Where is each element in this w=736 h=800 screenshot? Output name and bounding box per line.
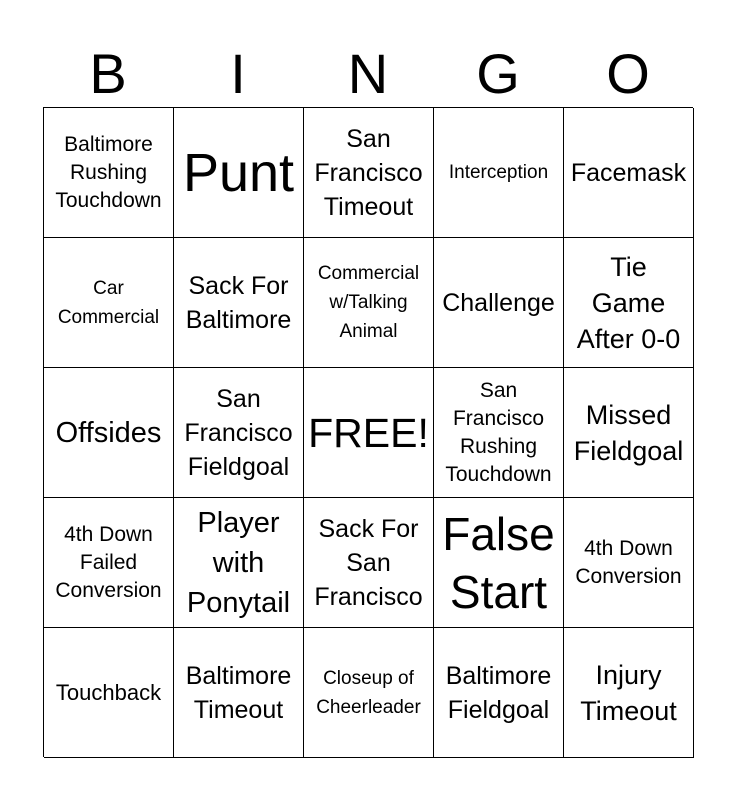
cell-label: Player with Ponytail xyxy=(186,506,291,619)
cell-label: San Francisco Fieldgoal xyxy=(184,384,293,481)
cell-label: Facemask xyxy=(570,158,687,187)
cell-label: Offsides xyxy=(55,416,162,449)
bingo-cell-r3c3[interactable] xyxy=(304,368,434,498)
bingo-header xyxy=(43,40,693,108)
bingo-card-grid xyxy=(43,107,693,757)
header-letter-i: I xyxy=(230,42,246,105)
cell-label: Commercial w/Talking Animal xyxy=(317,263,420,342)
bingo-cell-r5c4[interactable] xyxy=(434,628,564,758)
bingo-cell-r2c2[interactable] xyxy=(174,238,304,368)
cell-label: Tie Game After 0-0 xyxy=(576,251,681,354)
free-space-label: FREE! xyxy=(308,409,429,456)
cell-label: Missed Fieldgoal xyxy=(573,399,684,466)
cell-label: Sack For Baltimore xyxy=(185,271,292,334)
bingo-cell-r1c4[interactable] xyxy=(434,108,564,238)
bingo-cell-r4c3[interactable] xyxy=(304,498,434,628)
header-letter-g: G xyxy=(476,42,520,105)
bingo-cell-r1c1[interactable] xyxy=(44,108,174,238)
cell-label: Baltimore Rushing Touchdown xyxy=(55,132,162,212)
bingo-cell-r2c3[interactable] xyxy=(304,238,434,368)
bingo-cell-r2c5[interactable] xyxy=(564,238,694,368)
bingo-cell-r1c5[interactable] xyxy=(564,108,694,238)
cell-label: San Francisco Timeout xyxy=(314,124,423,221)
bingo-cell-r5c5[interactable] xyxy=(564,628,694,758)
bingo-cell-r5c3[interactable] xyxy=(304,628,434,758)
bingo-cell-r3c4[interactable] xyxy=(434,368,564,498)
cell-label: Baltimore Timeout xyxy=(185,661,292,724)
cell-label: Closeup of Cheerleader xyxy=(316,667,421,718)
cell-label: Touchback xyxy=(55,679,162,705)
cell-label: Baltimore Fieldgoal xyxy=(445,661,552,724)
bingo-cell-r3c2[interactable] xyxy=(174,368,304,498)
cell-label: 4th Down Conversion xyxy=(575,536,682,588)
cell-label: Punt xyxy=(182,142,295,203)
bingo-cell-r3c5[interactable] xyxy=(564,368,694,498)
bingo-cell-r2c4[interactable] xyxy=(434,238,564,368)
cell-label: San Francisco Rushing Touchdown xyxy=(445,378,552,486)
header-letter-n: N xyxy=(347,42,389,105)
cell-label: Car Commercial xyxy=(57,277,160,328)
bingo-cell-r4c4[interactable] xyxy=(434,498,564,628)
bingo-cell-r2c1[interactable] xyxy=(44,238,174,368)
bingo-cell-r4c5[interactable] xyxy=(564,498,694,628)
cell-label: False Start xyxy=(442,507,555,618)
bingo-cell-r1c2[interactable] xyxy=(174,108,304,238)
cell-label: Challenge xyxy=(442,288,555,317)
cell-label: Injury Timeout xyxy=(580,659,677,726)
bingo-cell-r5c1[interactable] xyxy=(44,628,174,758)
bingo-cell-r1c3[interactable] xyxy=(304,108,434,238)
bingo-cell-r3c1[interactable] xyxy=(44,368,174,498)
header-letter-o: O xyxy=(606,42,650,105)
cell-label: 4th Down Failed Conversion xyxy=(55,522,162,602)
header-letter-b: B xyxy=(89,42,127,105)
bingo-cell-r4c1[interactable] xyxy=(44,498,174,628)
cell-label: Interception xyxy=(448,162,549,183)
bingo-cell-r4c2[interactable] xyxy=(174,498,304,628)
cell-label: Sack For San Francisco xyxy=(314,514,423,611)
bingo-cell-r5c2[interactable] xyxy=(174,628,304,758)
